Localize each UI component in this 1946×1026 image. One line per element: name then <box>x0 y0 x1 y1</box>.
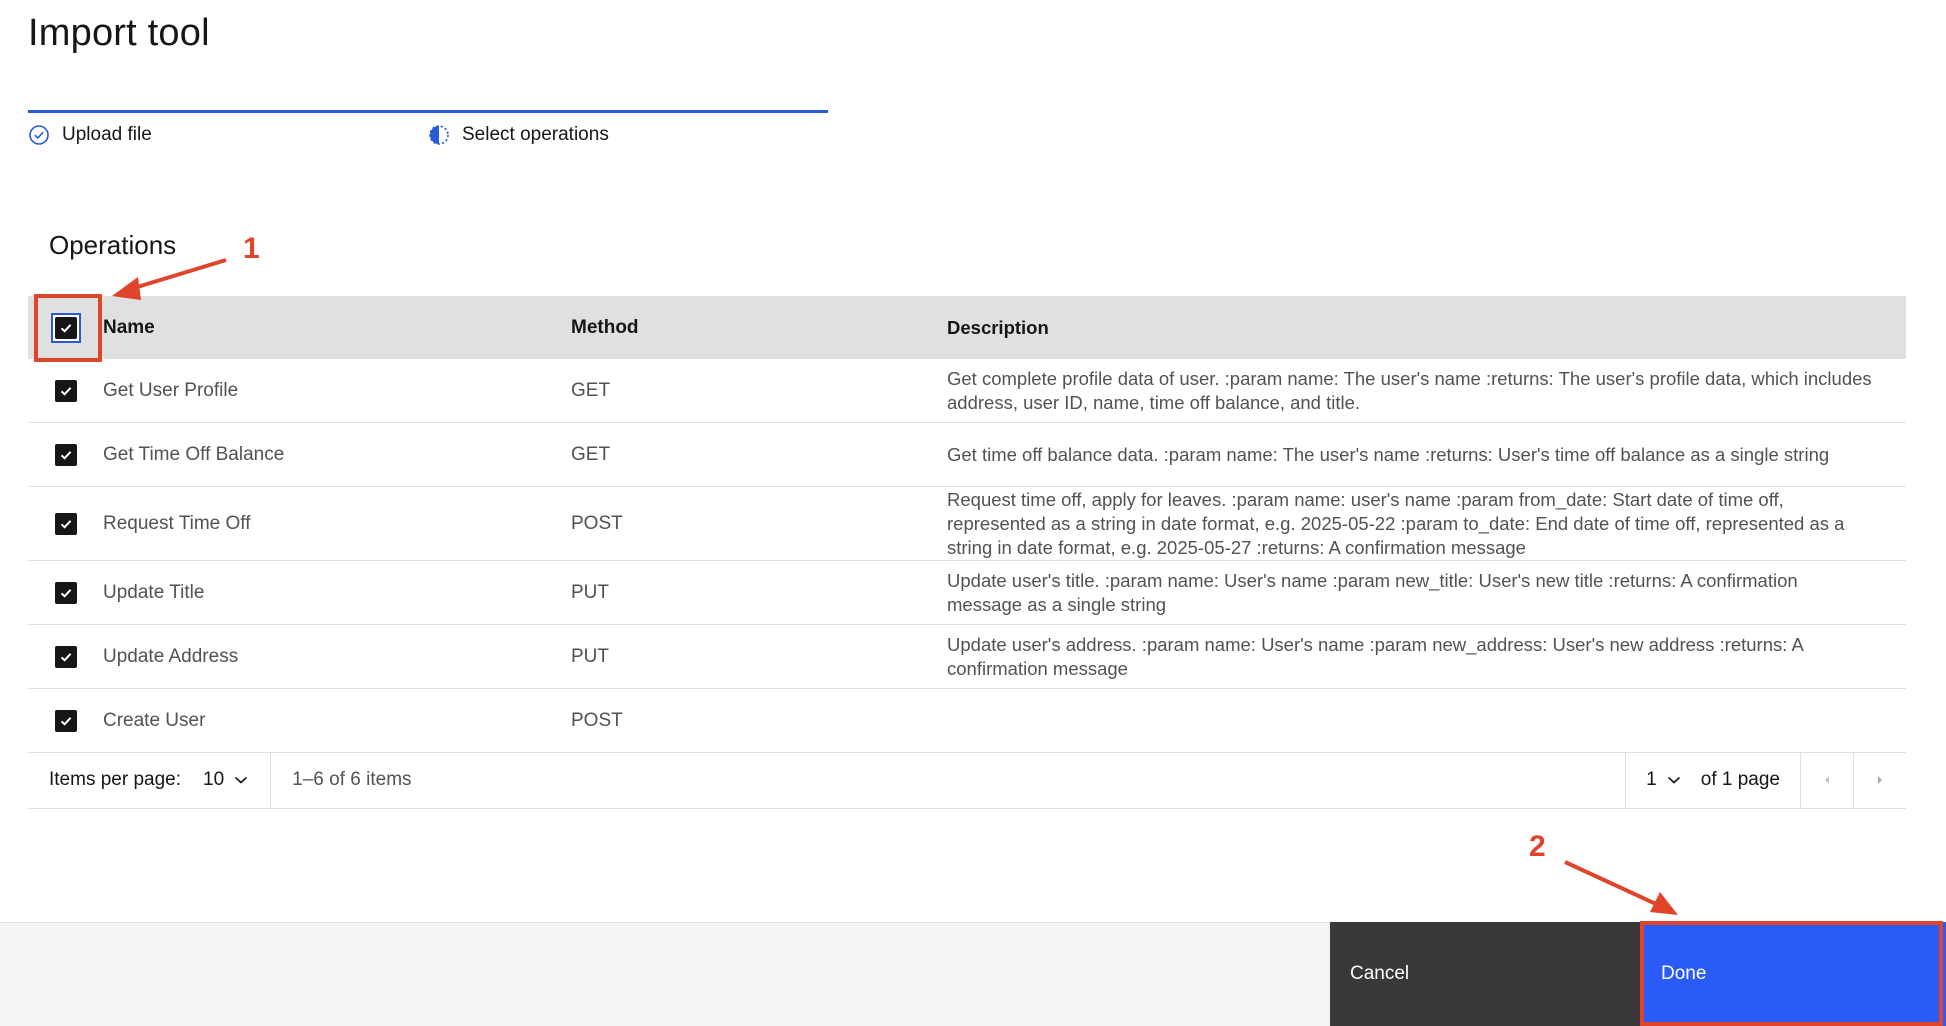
next-page-button[interactable] <box>1853 752 1906 808</box>
progress-indicator <box>28 110 828 170</box>
row-name: Update Address <box>103 645 239 667</box>
row-description: Request time off, apply for leaves. :param name: user's name :param from_date: Start date of time off, represented as a string in date format, e.g. 2025-05-22 :param to_date: End date of time off, represented as a string in date format, e.g. 2025-05-27 :returns: A confirmation message <box>947 488 1845 558</box>
row-description: Get complete profile data of user. :param name: The user's name :returns: The user's profile data, which includes address, user ID, name, time off balance, and title. <box>947 367 1872 413</box>
incomplete-circle-icon <box>428 124 450 146</box>
step-upload-file[interactable] <box>28 124 152 146</box>
annotation-arrow-2 <box>1565 862 1678 915</box>
checkmark-outline-icon <box>28 124 50 146</box>
column-header-description[interactable]: Description <box>947 316 1049 338</box>
column-header-name[interactable]: Name <box>103 316 155 338</box>
row-method: POST <box>571 709 623 731</box>
row-name: Request Time Off <box>103 512 251 534</box>
row-method: GET <box>571 379 611 401</box>
row-method: PUT <box>571 581 609 603</box>
caret-right-icon <box>1875 774 1885 786</box>
step-label: Select operations <box>462 124 609 145</box>
cancel-button[interactable]: Cancel <box>1330 922 1640 1026</box>
items-range: 1–6 of 6 items <box>292 769 412 790</box>
row-checkbox[interactable] <box>55 646 77 668</box>
table-row <box>28 359 1906 423</box>
column-header-method[interactable]: Method <box>571 316 639 338</box>
table-row <box>28 561 1906 625</box>
row-description: Get time off balance data. :param name: The user's name :returns: User's time off balance as a single string <box>947 443 1830 465</box>
row-checkbox[interactable] <box>55 710 77 732</box>
operations-title: Operations <box>49 230 177 260</box>
table-row <box>28 689 1906 753</box>
done-button[interactable]: Done <box>1641 922 1946 1026</box>
annotation-arrow-1 <box>112 260 226 300</box>
row-method: GET <box>571 443 611 465</box>
row-checkbox[interactable] <box>55 582 77 604</box>
table-row <box>28 487 1906 561</box>
row-checkbox[interactable] <box>55 380 77 402</box>
annotation-label-1: 1 <box>243 232 260 265</box>
progress-line <box>28 110 828 113</box>
row-method: PUT <box>571 645 609 667</box>
row-description: Update user's address. :param name: User's name :param new_address: User's new address :returns: A confirmation message <box>947 633 1803 679</box>
table-row <box>28 423 1906 487</box>
row-name: Get User Profile <box>103 379 239 401</box>
caret-left-icon <box>1822 774 1832 786</box>
operations-table <box>28 296 1906 753</box>
row-description: Update user's title. :param name: User's name :param new_title: User's new title :returns: A confirmation message as a single string <box>947 569 1798 615</box>
row-name: Update Title <box>103 581 205 603</box>
step-label: Upload file <box>62 124 152 145</box>
row-name: Get Time Off Balance <box>103 443 285 465</box>
row-method: POST <box>571 512 623 534</box>
items-per-page-select[interactable]: 10 <box>203 769 248 791</box>
row-checkbox[interactable] <box>55 444 77 466</box>
total-pages: of 1 page <box>1700 769 1780 790</box>
annotation-label-2: 2 <box>1529 830 1546 863</box>
table-row <box>28 625 1906 689</box>
annotation-box-done <box>1640 921 1943 1026</box>
previous-page-button[interactable] <box>1800 752 1853 808</box>
page-title: Import tool <box>28 12 210 54</box>
chevron-down-icon <box>234 775 248 785</box>
page-select[interactable]: 1 <box>1626 769 1701 791</box>
row-name: Create User <box>103 709 206 731</box>
table-header <box>28 296 1906 359</box>
items-per-page-label: Items per page: <box>49 769 182 790</box>
chevron-down-icon <box>1667 775 1681 785</box>
annotation-box-select-all <box>34 294 102 362</box>
pagination <box>28 752 1906 809</box>
row-checkbox[interactable] <box>55 513 77 535</box>
step-select-operations[interactable] <box>428 124 609 146</box>
